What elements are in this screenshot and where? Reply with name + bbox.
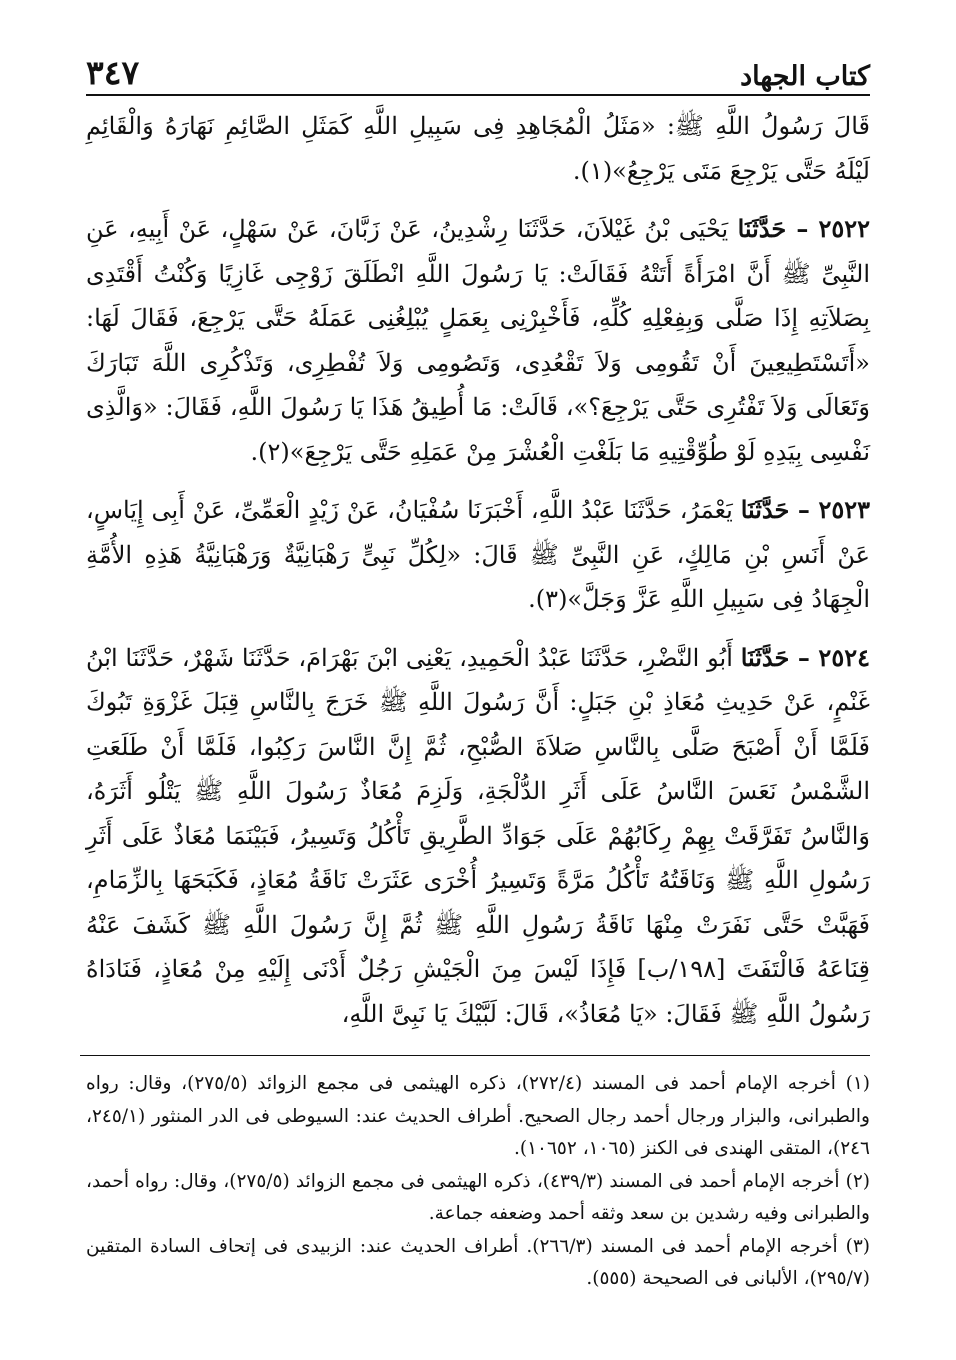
footnote-3: (٣) أخرجه الإمام أحمد فى المسند (٢٦٦/٣). أطراف الحديث عند: الزبيدى فى إتحاف السادة المتقين (٢٩٥/٧)، الألبانى فى الصحيحة (٥٥٥). — [86, 1235, 871, 1289]
main-text — [86, 104, 870, 1050]
paragraph-text: يَعْمَرُ، حَدَّثَنَا عَبْدُ اللَّهِ، أَخْبَرَنَا سُفْيَانُ، عَنْ زَيْدٍ الْعَمِّىِّ، عَنْ أَبِى إِيَاسٍ، عَنْ أَنَسِ بْنِ مَالِكٍ، عَنِ النَّبِىِّ ﷺ قَالَ: «لِكُلِّ نَبِىٍّ رَهْبَانِيَّةٌ وَرَهْبَانِيَّةُ هَذِهِ الأُمَّةِ الْجِهَادُ فِى سَبِيلِ اللَّهِ عَزَّ وَجَلَّ»(٣). — [86, 496, 870, 613]
paragraph-text: يَحْيَى بْنُ غَيْلاَنَ، حَدَّثَنَا رِشْدِينُ، عَنْ زَبَّانَ، عَنْ سَهْلٍ، عَنْ أَبِيهِ، عَنِ النَّبِىِّ ﷺ أَنَّ امْرَأَةً أَتَتْهُ فَقَالَتْ: يَا رَسُولَ اللَّهِ انْطَلَقَ زَوْجِى غَازِيًا وَكُنْتُ أَقْتَدِى بِصَلاَتِهِ إِذَا صَلَّى وَبِفِعْلِهِ كُلِّهِ، فَأَخْبِرْنِى بِعَمَلٍ يُبْلِغُنِى عَمَلَهُ حَتَّى يَرْجِعَ، فَقَالَ لَهَا: «أَتَسْتَطِيعِينَ أَنْ تَقُومِى وَلاَ تَقْعُدِى، وَتَصُومِى وَلاَ تُفْطِرِى، وَتَذْكُرِى اللَّهَ تَبَارَكَ وَتَعَالَى وَلاَ تَفْتُرِى حَتَّى يَرْجِعَ؟»، قَالَتْ: مَا أُطِيقُ هَذَا يَا رَسُولَ اللَّهِ، فَقَالَ: «وَالَّذِى نَفْسِى بِيَدِهِ لَوْ طُوِّقْتِيهِ مَا بَلَغْتِ الْعُشْرَ مِنْ عَمَلِهِ حَتَّى يَرْجِعَ»(٢). — [86, 215, 870, 466]
page-number: ٣٤٧ — [86, 53, 140, 92]
hadith-marker: – حَدَّثَنَا — [740, 495, 819, 524]
hadith-marker: – حَدَّثَنَا — [740, 642, 819, 672]
hadith-number: ٢٥٢٣ — [818, 495, 870, 524]
paragraph-text: أَبُو النَّضْرِ، حَدَّثَنَا عَبْدُ الْحَمِيدِ، يَعْنِى ابْنَ بَهْرَامَ، حَدَّثَنَا شَهْرٌ، حَدَّثَنَا ابْنُ غَنْمٍ، عَنْ حَدِيثِ مُعَاذِ بْنِ جَبَلٍ: أَنَّ رَسُولَ اللَّهِ ﷺ خَرَجَ بِالنَّاسِ قِبَلَ غَزْوَةِ تَبُوكَ فَلَمَّا أَنْ أَصْبَحَ صَلَّى بِالنَّاسِ صَلاَةَ الصُّبْحِ، ثُمَّ إِنَّ النَّاسَ رَكِبُوا، فَلَمَّا أَنْ طَلَعَتِ الشَّمْسُ نَعَسَ النَّاسُ عَلَى أَثَرِ الدُّلْجَةِ، وَلَزِمَ مُعَاذٌ رَسُولَ اللَّهِ ﷺ يَتْلُو أَثَرَهُ، وَالنَّاسُ تَفَرَّقَتْ بِهِمْ رِكَابُهُمْ عَلَى جَوَادِّ الطَّرِيقِ تَأْكُلُ وَتَسِيرُ، فَبَيْنَمَا مُعَاذٌ عَلَى أَثَرِ رَسُولِ اللَّهِ ﷺ وَنَاقَتُهُ تَأْكُلُ مَرَّةً وَتَسِيرُ أُخْرَى عَثَرَتْ نَاقَةُ مُعَاذٍ، فَكَبَحَهَا بِالزِّمَامِ، فَهَبَّتْ حَتَّى نَفَرَتْ مِنْهَا نَاقَةُ رَسُولِ اللَّهِ ﷺ ثُمَّ إِنَّ رَسُولَ اللَّهِ ﷺ كَشَفَ عَنْهُ قِنَاعَهُ فَالْتَفَتَ [١٩٨/ب] فَإِذَا لَيْسَ مِنَ الْجَيْشِ رَجُلٌ أَدْنَى إِلَيْهِ مِنْ مُعَاذٍ، فَنَادَاهُ رَسُولُ اللَّهِ ﷺ فَقَالَ: «يَا مُعَاذُ»، قَالَ: لَبَّيْكَ يَا نَبِىَّ اللَّهِ، — [86, 643, 870, 1028]
hadith-marker: – حَدَّثَنَا — [737, 214, 819, 243]
paragraph-text: قَالَ رَسُولُ اللَّهِ ﷺ: «مَثَلُ الْمُجَاهِدِ فِى سَبِيلِ اللَّهِ كَمَثَلِ الصَّائِمِ نَهَارَهُ وَالْقَائِمِ لَيْلَهُ حَتَّى يَرْجِعَ مَتَى يَرْجِعُ»(١). — [86, 112, 870, 185]
paragraph-continuation — [86, 104, 870, 193]
footnote-rule — [80, 1055, 870, 1056]
footnote-1: (١) أخرجه الإمام أحمد فى المسند (٢٧٢/٤)، ذكره الهيثمى فى مجمع الزوائد (٢٧٥/٥)، وقال: رواه والطبرانى، والبزار ورجال أحمد رجال الصحيح. أطراف الحديث عند: السيوطى فى الدر المنثور (٢٤٥/١، ٢٤٦)، المتقى الهندى فى الكنز (١٠٦٥، ١٠٦٥٢). — [86, 1073, 870, 1159]
page-header — [86, 40, 870, 92]
hadith-2524 — [86, 636, 870, 1037]
hadith-number: ٢٥٢٢ — [818, 214, 870, 243]
running-title: كتاب الجهاد — [740, 61, 870, 92]
footnotes — [86, 1068, 870, 1296]
header-rule — [86, 94, 870, 96]
hadith-2523 — [86, 488, 870, 622]
hadith-number: ٢٥٢٤ — [818, 642, 870, 672]
footnote-2: (٢) أخرجه الإمام أحمد فى المسند (٤٣٩/٣)، ذكره الهيثمى فى مجمع الزوائد (٢٧٥/٥)، وقال: رواه أحمد، والطبرانى وفيه رشدين بن سعد وثقه أحمد وضعفه جماعة. — [86, 1170, 871, 1224]
hadith-2522 — [86, 207, 870, 474]
